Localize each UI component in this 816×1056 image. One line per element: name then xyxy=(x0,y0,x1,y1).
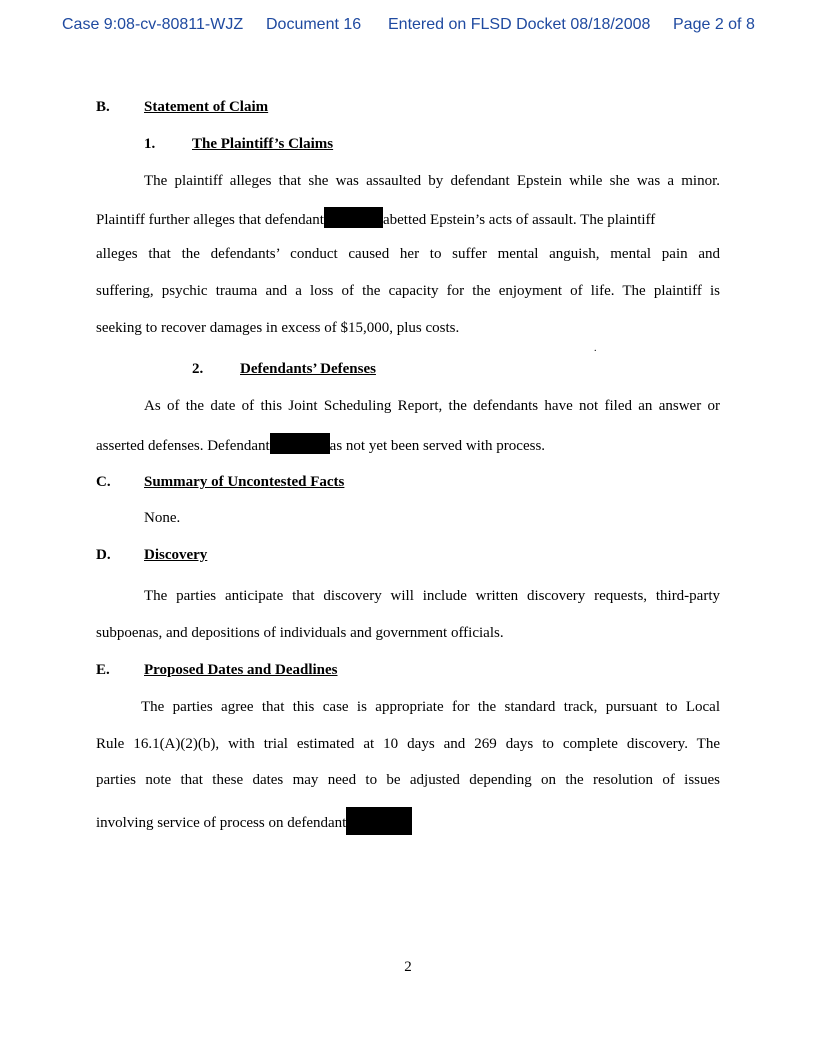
claims-line-1: The plaintiff alleges that she was assaulted by defendant Epstein while she was a minor. xyxy=(144,173,720,189)
claims-line-2a: Plaintiff further alleges that defendant xyxy=(96,212,324,228)
deadlines-line-2: Rule 16.1(A)(2)(b), with trial estimated at 10 days and 269 days to complete discovery. The xyxy=(96,736,720,752)
discovery-line-1: The parties anticipate that discovery will include written discovery requests, third-party xyxy=(144,588,720,604)
section-b-letter: B. xyxy=(96,99,110,115)
claims-line-2b: abetted Epstein’s acts of assault. The plaintiff xyxy=(382,212,656,228)
redaction-block xyxy=(346,807,412,835)
discovery-line-2: subpoenas, and depositions of individuals and government officials. xyxy=(96,625,504,641)
deadlines-line-1: The parties agree that this case is appropriate for the standard track, pursuant to Local xyxy=(141,699,720,715)
subsection-2-number: 2. xyxy=(192,361,204,377)
subsection-2-heading: Defendants’ Defenses xyxy=(240,361,376,377)
defenses-line-1: As of the date of this Joint Scheduling Report, the defendants have not filed an answer or xyxy=(144,398,720,414)
section-d-letter: D. xyxy=(96,547,111,563)
section-b-heading: Statement of Claim xyxy=(144,99,269,115)
deadlines-line-3: parties note that these dates may need to be adjusted depending on the resolution of issues xyxy=(96,772,720,788)
claims-line-2 xyxy=(96,207,655,230)
defenses-line-2a: asserted defenses. Defendant xyxy=(96,438,270,454)
case-number: Case 9:08-cv-80811-WJZ xyxy=(62,16,244,33)
deadlines-line-4a: involving service of process on defendant xyxy=(96,815,347,831)
defenses-line-2 xyxy=(96,433,545,456)
section-e-heading: Proposed Dates and Deadlines xyxy=(144,662,338,678)
page-count: Page 2 of 8 xyxy=(673,16,755,33)
docket-entry: Entered on FLSD Docket 08/18/2008 xyxy=(388,16,651,33)
redaction-block xyxy=(270,433,330,454)
section-e-letter: E. xyxy=(96,662,110,678)
stray-mark: . xyxy=(594,343,597,354)
section-d-heading: Discovery xyxy=(144,547,208,563)
docket-header xyxy=(0,16,816,40)
deadlines-line-4 xyxy=(96,807,412,835)
page-number: 2 xyxy=(404,959,412,975)
section-c-heading: Summary of Uncontested Facts xyxy=(144,474,345,490)
defenses-line-2b: as not yet been served with process. xyxy=(329,438,546,454)
claims-line-3: alleges that the defendants’ conduct caused her to suffer mental anguish, mental pain and xyxy=(96,246,720,262)
subsection-1-heading: The Plaintiff’s Claims xyxy=(192,136,334,152)
uncontested-facts-body: None. xyxy=(144,510,181,526)
subsection-1-number: 1. xyxy=(144,136,156,152)
claims-line-4: suffering, psychic trauma and a loss of the capacity for the enjoyment of life. The plaintiff is xyxy=(96,283,720,299)
claims-line-5: seeking to recover damages in excess of $15,000, plus costs. xyxy=(96,320,460,336)
section-c-letter: C. xyxy=(96,474,111,490)
redaction-block xyxy=(324,207,383,228)
document-number: Document 16 xyxy=(266,16,362,33)
